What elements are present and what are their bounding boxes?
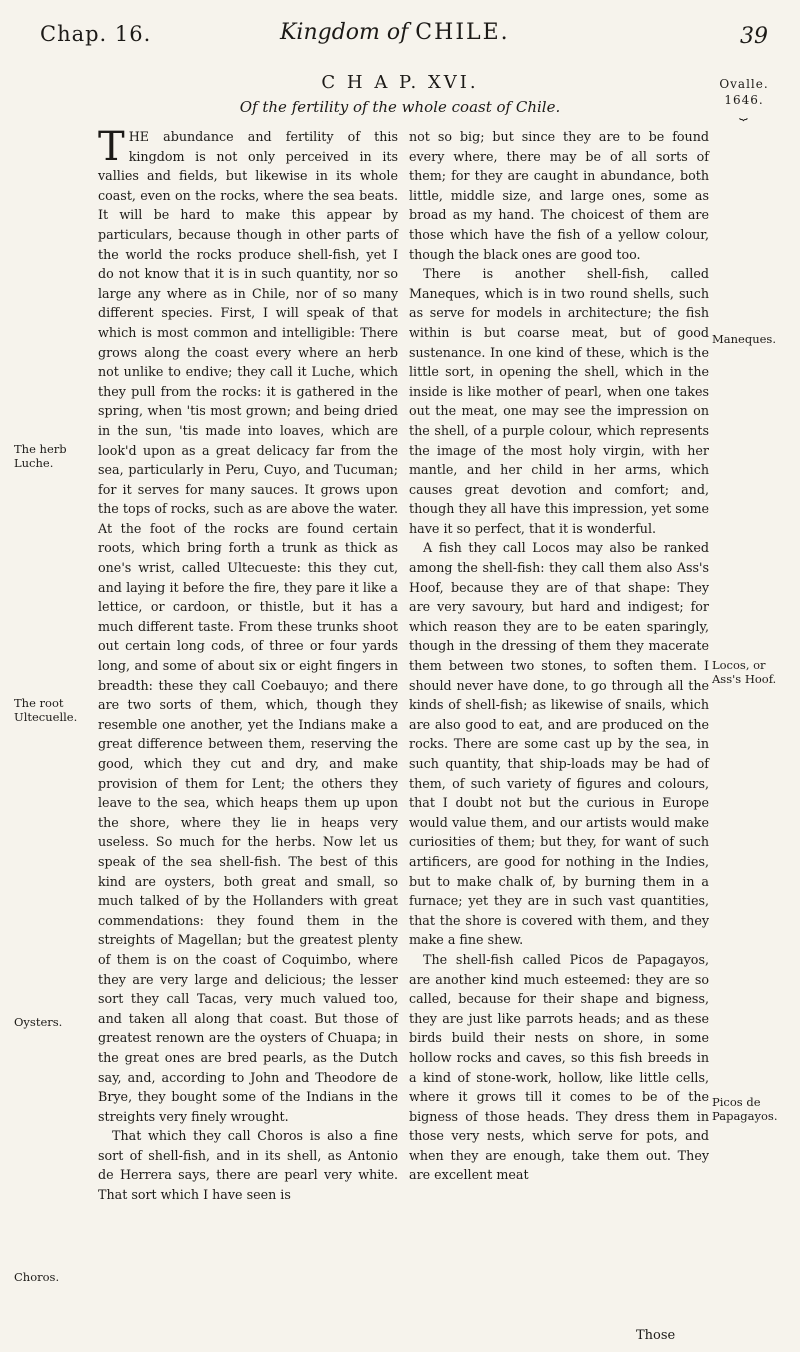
margin-note-ulte: The root Ultecuelle. [14, 696, 78, 724]
chapter-heading: C H A P. XVI. [321, 72, 479, 93]
margin-note-luche: The herb Luche. [14, 442, 67, 470]
running-title-caps: CHILE. [415, 20, 510, 45]
margin-date [708, 76, 780, 121]
running-head [40, 18, 768, 58]
chapter-subtitle: Of the fertility of the whole coast of Chile. [239, 98, 561, 116]
margin-note-choros: Choros. [14, 1270, 60, 1284]
catchword: Those [636, 1328, 676, 1343]
paragraph: not so big; but since they are to be found every where, there may be of all sorts of them; for they are caught in abundance, both little, middle size, and large ones, some as broad as my hand. The choicest of them are those which have the fish of a yellow colour, though the black ones are good too. [409, 129, 709, 262]
paragraph [98, 124, 398, 1126]
page-number: 39 [740, 24, 768, 49]
paragraph: The shell-fish called Picos de Papagayos, are another kind much esteemed: they are so called, because for their shape and bigness, they are just like parrots heads; and as these birds build their nests on shore, in some hollow rocks and caves, so this fish breeds in a kind of stone-work, hollow, like little cells, where it grows till it comes to be of the bigness of those heads. They dress them in those very nests, which serve for pots, and when they are enough, take them out. They are excellent meat [409, 951, 709, 1183]
chapter-number: Chap. 16. [40, 22, 152, 46]
paragraph: There is another shell-fish, called Maneques, which is in two round shells, such as serve for models in architecture; the fish within is but coarse meat, but of good sustenance. In one kind of these, which is the little sort, in opening the shell, which in the inside is like mother of pearl, when one takes out the meat, one may see the impression on the shell, of a purple colour, which represents the image of the most holy virgin, with her mantle, and her child in her arms, which causes great devotion and comfort; and, though they all have this impression, yet some have it so perfect, that it is wonderful. [409, 266, 709, 536]
paragraph-text: HE abundance and fertility of this kingdom is not only perceived in its vallies and fields, but likewise in its whole coast, even on the rocks, where the sea beats. It will be hard to make this appear by particulars, because though in other parts of the world the rocks produce shell-fish, yet I do not know that it is in such quantity, nor so large any where as in Chile, nor of so many different species. First, I will speak of that which is most common and intelligible: There grows along the coast every where an herb not unlike to endive; they call it Luche, which they pull from the rocks: it is gathered in the spring, when 'tis most grown; and being dried in the sun, 'tis made into loaves, which are look'd upon as a great delicacy far from the sea, particularly in Peru, Cuyo, and Tucuman; for it serves for many sauces. It grows upon the tops of rocks, such as are above the water. At the foot of the rocks are found certain roots, which bring forth a trunk as thick as one's wrist, called Ultecueste: this they cut, and laying it before the fire, they pare it like a lettice, or cardoon, or thistle, but it has a much different taste. From these trunks shoot out certain long cods, of three or four yards long, and some of about six or eight fingers in breadth: these they call Coebauyo; and there are two sorts of them, which, though they resemble one another, yet the Indians make a great difference between them, reserving the good, which they cut and dry, and make provision of them for Lent; the others they leave to the sea, which heaps them up upon the shore, where they lie in heaps very useless. So much for the herbs. Now let us speak of the sea shell-fish. The best of this kind are oysters, both great and small, so much talked of by the Hollanders with great commendations: they found them in the streights of Magellan; but the greatest plenty of them is on the coast of Coquimbo, where they are very large and delicious; the lesser sort they call Tacas, very much valued too, and taken all along that coast. But those of greatest renown are the oysters of Chuapa; in the great ones are bred pearls, as the Dutch say, and, according to John and Theodore de Brye, they bought some of the Indians in the streights very finely wrought. [98, 129, 398, 1124]
margin-note-maneques: Maneques. [712, 332, 776, 346]
margin-note-locos: Locos, or Ass's Hoof. [712, 658, 777, 686]
paragraph: A fish they call Locos may also be ranked among the shell-fish: they call them also Ass's Hoof, because they are of that shape: They are very savoury, but hard and indigest; for which reason they are to be eaten sparingly, though in the dressing of them they macerate them between two stones, to soften them. I should never have done, to go through all the kinds of shell-fish; as likewise of snails, which are also good to eat, and are produced on the rocks. There are some cast up by the sea, in such quantity, that ship-loads may be had of them, of such variety of figures and colours, that I doubt not but the curious in Europe would value them, and our artists would make curiosities of them; but they, for want of such artificers, are good for nothing in the Indies, but to make chalk of, by burning them in a furnace; yet they are in such vast quantities, that the shore is covered with them, and they make a fine shew. [409, 540, 709, 948]
brace-ornament-icon: ⏟ [739, 105, 749, 121]
margin-note-picos: Picos de Papagayos. [712, 1095, 778, 1123]
paragraph: That which they call Choros is also a fine sort of shell-fish, and in its shell, as Antonio de Herrera says, there are pearl very white. That sort which I have seen is [98, 1128, 398, 1203]
margin-author: Ovalle. [719, 77, 769, 91]
margin-year: 1646. [724, 93, 764, 107]
running-title [280, 20, 510, 45]
margin-note-oysters: Oysters. [14, 1015, 63, 1029]
text-column-right [409, 127, 709, 1185]
running-title-text: Kingdom of [280, 20, 409, 45]
text-column-left [98, 124, 398, 1205]
drop-cap: T [98, 124, 125, 170]
